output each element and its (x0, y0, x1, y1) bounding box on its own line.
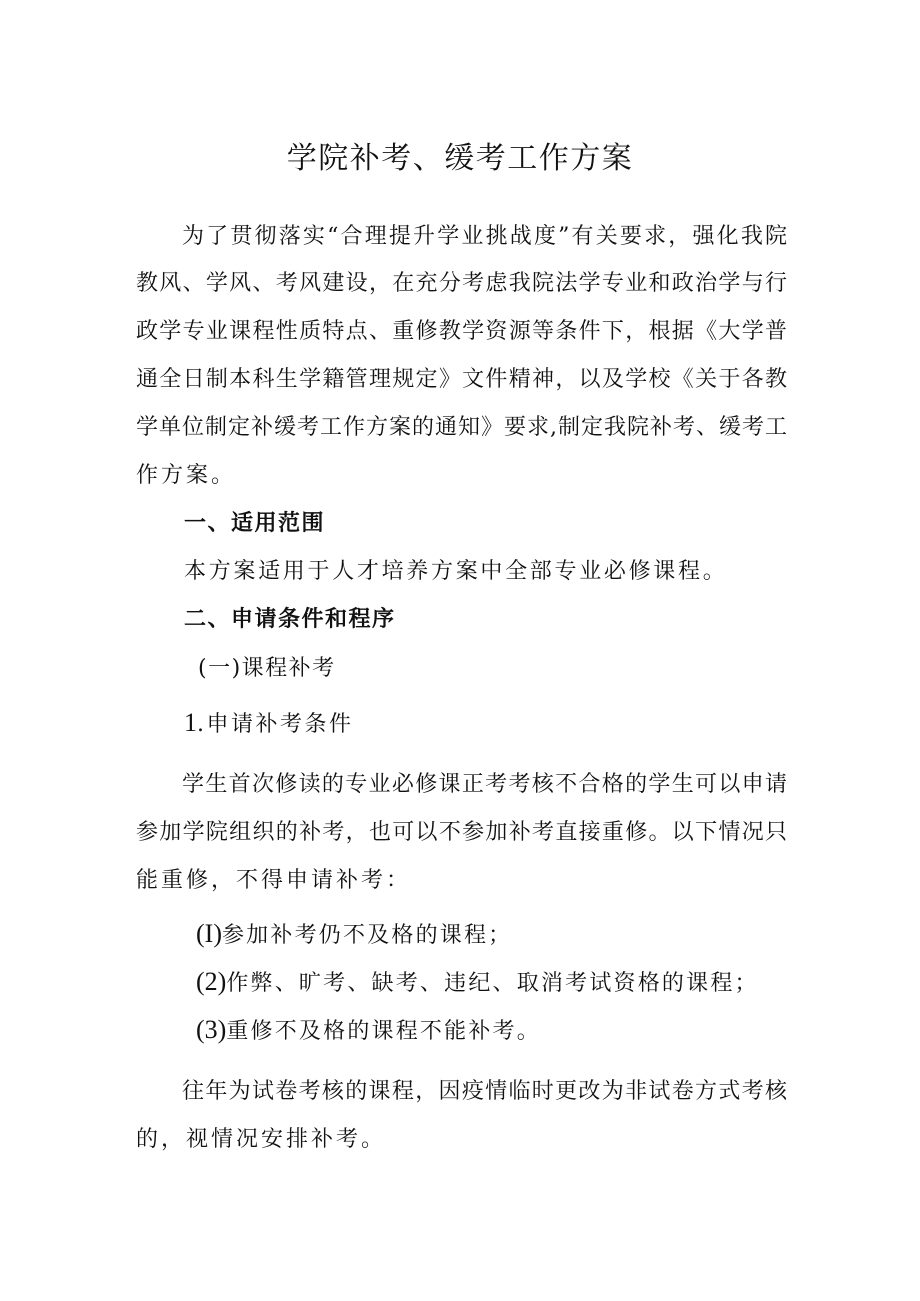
section-heading-conditions: 二、申请条件和程序 (184, 607, 396, 632)
condition-text: 重修不及格的课程不能补考。 (226, 1019, 541, 1044)
subheading-makeup-exam: (一)课程补考 (198, 656, 336, 681)
intro-line-4: 通全日制本科生学籍管理规定》文件精神，以及学校《关于各教 (136, 367, 787, 392)
condition-text: 参加补考仍不及格的课程； (221, 923, 513, 948)
intro-line-1: 为了贯彻落实“合理提升学业挑战度”有关要求，强化我院 (182, 224, 787, 249)
intro-line-2: 教风、学风、考风建设，在充分考虑我院法学专业和政治学与行 (136, 271, 787, 296)
condition-number: (2) (196, 967, 227, 996)
para2-line-1: 往年为试卷考核的课程，因疫情临时更改为非试卷方式考核 (182, 1079, 787, 1104)
para2-line-2: 的，视情况安排补考。 (136, 1127, 387, 1152)
condition-item-2 (196, 967, 759, 999)
intro-line-6: 作方案。 (136, 463, 237, 488)
item-number: 1 (184, 708, 197, 737)
condition-number: (I) (196, 919, 222, 948)
para1-line-1: 学生首次修读的专业必修课正考考核不合格的学生可以申请 (182, 772, 787, 797)
condition-item-1 (196, 919, 512, 951)
condition-item-3 (196, 1015, 541, 1047)
scope-paragraph: 本方案适用于人才培养方案中全部专业必修课程。 (184, 559, 728, 584)
condition-number: (3) (196, 1015, 227, 1044)
para1-line-3: 能重修，不得申请补考： (136, 868, 412, 893)
page-title: 学院补考、缓考工作方案 (286, 141, 634, 176)
section-heading-scope: 一、适用范围 (184, 511, 326, 536)
item-label: .申请补考条件 (197, 712, 354, 737)
condition-text: 作弊、旷考、缺考、违纪、取消考试资格的课程； (226, 971, 759, 996)
para1-line-2: 参加学院组织的补考，也可以不参加补考直接重修。以下情况只 (136, 820, 787, 845)
intro-line-5: 学单位制定补缓考工作方案的通知》要求,制定我院补考、缓考工 (136, 415, 787, 440)
intro-line-3: 政学专业课程性质特点、重修教学资源等条件下，根据《大学普 (136, 319, 787, 344)
item-makeup-conditions (184, 708, 354, 740)
